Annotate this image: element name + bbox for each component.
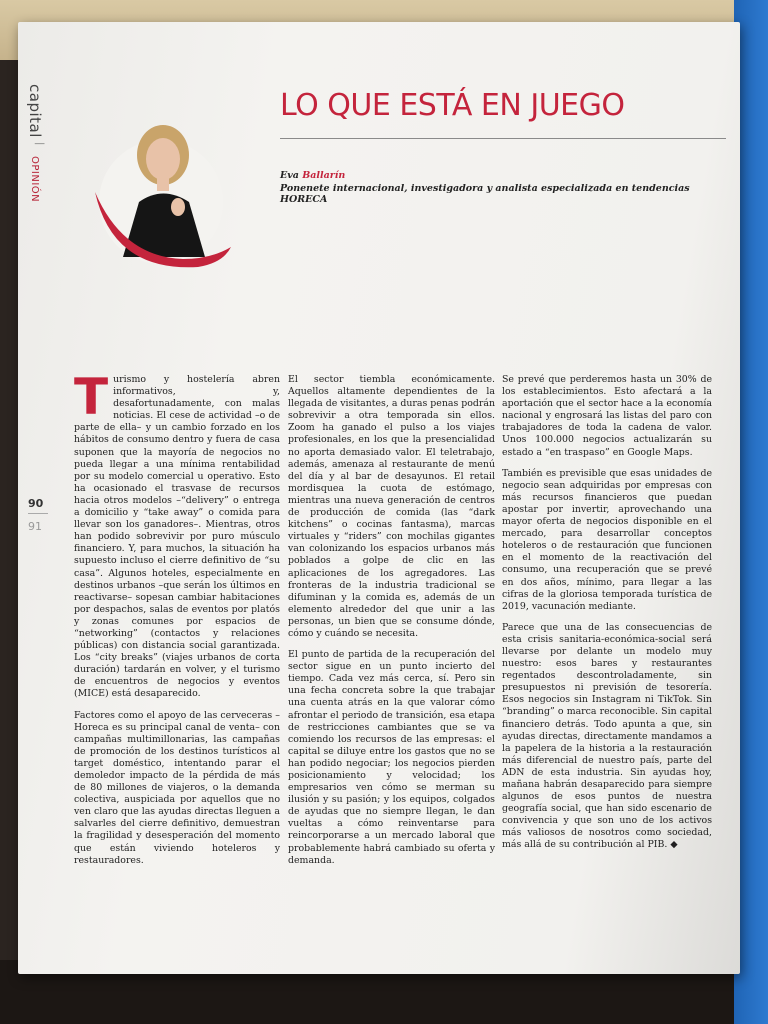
article-title: LO QUE ESTÁ EN JUEGO [280,88,625,123]
paragraph: Parece que una de las consecuencias de esta crisis sanitaria-económica-social será llevarse por delante un modelo muy nuestro: esos bares y restaurantes regentados descontroladamente, sin presupuestos ni previsión de tesorería. Esos negocios sin Instagram ni TikTok. Sin “branding” o marca reconocible. Sin capital financiero detrás. Todo apunta a que, sin ayudas directas, directamente mandamos a la papelera de la historia a la restauración más diferencial de nuestro país, parte del ADN de esta industria. Sin ayudas hoy, mañana habrán desaparecido para siempre algunos de esos puntos de nuestra geografía social, que han sido escenario de convivencia y que son uno de los activos más valiosos de nosotros como sociedad, más allá de su contribución al PIB. ◆ [502,621,712,851]
page-numbers [28,497,48,533]
magazine-page [18,22,740,974]
page-number-left: 90 [28,497,44,510]
section-label: OPINIÓN [29,156,40,203]
paragraph: También es previsible que esas unidades de negocio sean adquiridas por empresas con más recursos financieros que puedan apostar por invertir, aprovechando una mayor oferta de negocios disponible en el mercado, para desarrollar conceptos hoteleros o de restauración que funcionen en el momento de la reactivación del consumo, una recuperación que se prevé en dos años, mínimo, para llegar a las cifras de la gloriosa temporada turística de 2019, vacunación mediante. [502,467,712,612]
paragraph [74,368,280,701]
paragraph: Se prevé que perderemos hasta un 30% de los establecimientos. Esto afectará a la aportación que el sector hace a la economía nacional y engrosará las listas del paro con trabajadores de toda la cadena de valor. Unos 100.000 negocios actualizarán su estado a “en traspaso” en Google Maps. [502,374,712,458]
title-divider [280,138,726,139]
byline [280,170,740,205]
paragraph: El sector tiembla económicamente. Aquellos altamente dependientes de la llegada de visitantes, a duras penas podrán sobrevivir a otra temporada sin ellos. Zoom ha ganado el pulso a los viajes profesionales, en los que la presencialidad no aporta demasiado valor. El teletrabajo, además, amenaza al restaurante de menú del día y al bar de desayunos. El retail mordisquea la cuota de estómago, mientras una nueva generación de centros de producción de comida (las “dark kitchens” o cocinas fantasma), marcas virtuales y “riders” con mochilas gigantes van colonizando los espacios urbanos más poblados a golpe de clic en las aplicaciones de los agregadores. Las fronteras de la industria tradicional se difuminan y la comida es, además de un elemento alrededor del que unir a las personas, un bien que se consume dónde, cómo y cuándo se necesita. [288,374,496,639]
author-photo [93,107,233,277]
page-number-rule [28,513,48,514]
article-column-3 [502,374,712,861]
side-label [26,84,48,224]
drop-cap: T [74,368,109,426]
author-role: Ponenete internacional, investigadora y analista especializada en tendencias HORECA [280,183,690,205]
paragraph-text: urismo y hostelería abren informativos, y, desafortunadamente, con malas noticias. El cese de actividad –o de parte de ella– y un cambio forzado en los hábitos de consumo dentro y fuera de casa suponen que la mayoría de negocios no pueda llegar a una mínima rentabilidad por su modelo comercial u operativo. Esto ha ocasionado el trasvase de recursos hacia otros modelos –“delivery” o entrega a domicilio y “take away” o comida para llevar son los ganadores–. Mientras, otros han podido sobrevivir por puro músculo financiero. Y, para muchos, la situación ha supuesto incluso el cierre definitivo de “su casa”. Algunos hoteles, especialmente en destinos urbanos –que serán los últimos en reactivarse– sopesan cambiar habitaciones por despachos, salas de eventos por platós y zonas comunes por espacios de “networking” (contactos y relaciones públicas) con distancia social garantizada. Los “city breaks” (viajes urbanos de corta duración) tardarán en volver, y el turismo de encuentros de negocios y eventos (MICE) está desaparecido. [74,374,280,700]
side-label-separator: | [34,142,45,146]
paragraph: Factores como el apoyo de las cerveceras –Horeca es su principal canal de venta– con campañas multimillonarias, las campañas de promoción de los destinos turísticos al target doméstico, intentando parar el demoledor impacto de la pérdida de más de 80 millones de viajeros, o la demanda colectiva, auspiciada por aquellos que no ven claro que las ayudas directas lleguen a salvarles del cierre definitivo, demuestran la fragilidad y desesperación del momento que están viviendo hoteleros y restauradores. [74,709,280,866]
author-first-name: Eva [280,170,303,181]
magazine-brand: capital [26,84,44,138]
paragraph: El punto de partida de la recuperación del sector sigue en un punto incierto del tiempo. Cada vez más cerca, sí. Pero sin una fecha concreta sobre la que trabajar una cuenta atrás en la que valorar cómo afrontar el periodo de transición, esa etapa de restricciones cambiantes que se va comiendo los recursos de las empresas: el capital se diluye entre los gastos que no se han podido negociar; los negocios pierden posicionamiento y velocidad; los empresarios ven cómo se merman su ilusión y su pasión; y los equipos, colgados de ayudas que no siempre llegan, le dan vueltas a cómo reinventarse para reincorporarse a un mercado laboral que probablemente habrá cambiado su oferta y demanda. [288,649,495,866]
author-name [280,170,740,181]
page-number-right: 91 [28,520,42,533]
article-column-2 [288,374,495,876]
author-last-name: Ballarín [302,170,346,181]
article-column-1 [74,368,280,876]
